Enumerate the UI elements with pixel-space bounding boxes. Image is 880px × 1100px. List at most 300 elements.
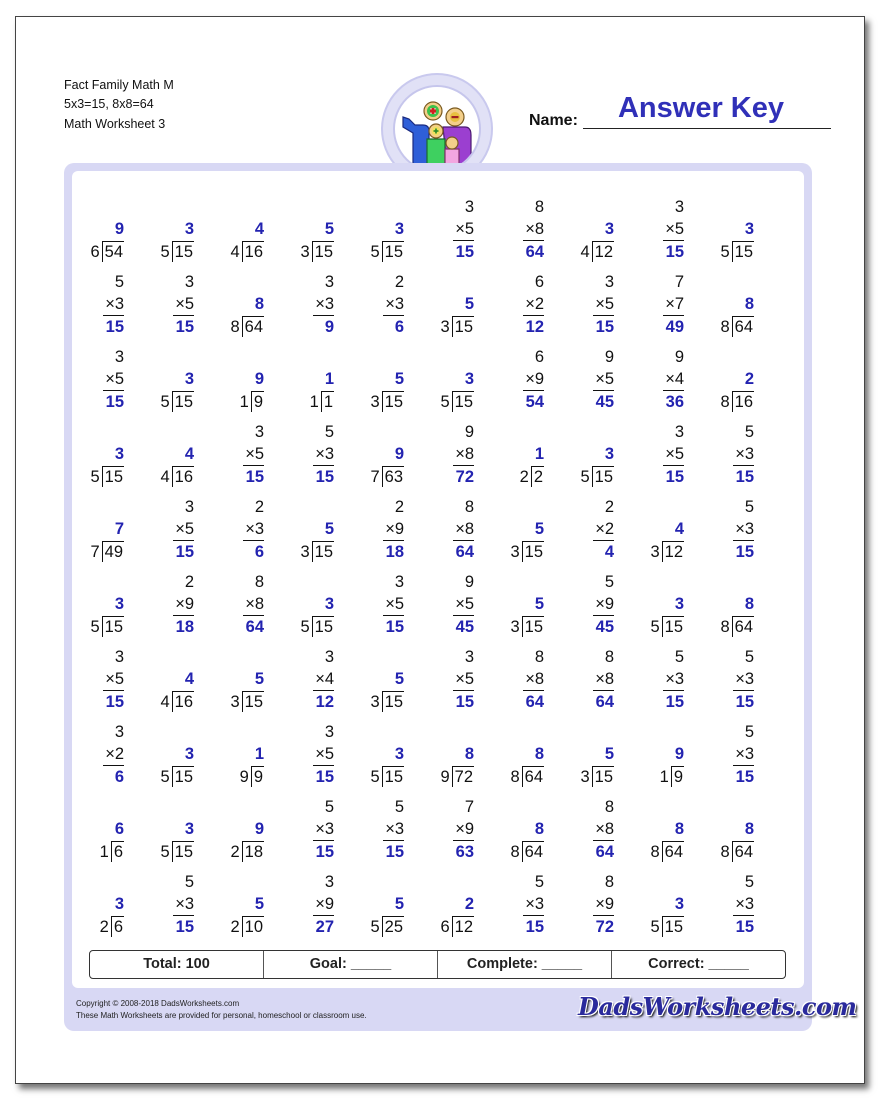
quotient-answer: 3 bbox=[394, 220, 404, 238]
product-answer: 15 bbox=[735, 693, 754, 711]
factor-bottom: ×9 bbox=[523, 368, 544, 391]
division-problem bbox=[80, 796, 130, 864]
usage-line: These Math Worksheets are provided for personal, homeschool or classroom use. bbox=[76, 1011, 367, 1020]
product-answer: 15 bbox=[105, 393, 124, 411]
long-division bbox=[660, 766, 684, 788]
correct-cell: Correct: _____ bbox=[611, 951, 785, 978]
long-division bbox=[650, 841, 684, 863]
product-answer: 64 bbox=[245, 618, 264, 636]
division-problem bbox=[570, 421, 620, 489]
factor-bottom: ×5 bbox=[103, 368, 124, 391]
product-answer: 18 bbox=[175, 618, 194, 636]
factor-bottom: ×9 bbox=[593, 893, 614, 916]
factor-top: 8 bbox=[464, 498, 474, 516]
multiplication-problem bbox=[570, 346, 620, 414]
long-division bbox=[580, 466, 614, 488]
dividend: 16 bbox=[242, 241, 264, 262]
division-problem bbox=[360, 871, 410, 939]
quotient-answer: 8 bbox=[674, 820, 684, 838]
product-answer: 45 bbox=[455, 618, 474, 636]
division-problem bbox=[640, 796, 690, 864]
factor-top: 5 bbox=[744, 873, 754, 891]
family-icon bbox=[393, 85, 481, 173]
multiplication-problem bbox=[290, 796, 340, 864]
quotient-answer: 6 bbox=[114, 820, 124, 838]
brand-logo: DadsWorksheets.com bbox=[578, 992, 857, 1021]
division-problem bbox=[150, 721, 200, 789]
divisor: 3 bbox=[510, 618, 520, 636]
dividend: 15 bbox=[592, 466, 614, 487]
factor-bottom: ×5 bbox=[593, 368, 614, 391]
divisor: 3 bbox=[650, 543, 660, 561]
division-problem bbox=[570, 721, 620, 789]
divisor: 5 bbox=[90, 618, 100, 636]
divisor: 8 bbox=[720, 393, 730, 411]
multiplication-problem bbox=[80, 271, 130, 339]
divisor: 4 bbox=[580, 243, 590, 261]
multiplication-problem bbox=[570, 646, 620, 714]
dividend: 15 bbox=[662, 916, 684, 937]
quotient-answer: 8 bbox=[534, 820, 544, 838]
dividend: 15 bbox=[382, 241, 404, 262]
division-problem bbox=[430, 346, 480, 414]
long-division bbox=[510, 541, 544, 563]
multiplication-problem bbox=[430, 646, 480, 714]
factor-bottom: ×5 bbox=[593, 293, 614, 316]
factor-top: 2 bbox=[254, 498, 264, 516]
multiplication-problem bbox=[80, 721, 130, 789]
divisor: 5 bbox=[370, 768, 380, 786]
product-answer: 36 bbox=[665, 393, 684, 411]
factor-top: 5 bbox=[184, 873, 194, 891]
quotient-answer: 8 bbox=[744, 595, 754, 613]
factor-bottom: ×8 bbox=[243, 593, 264, 616]
long-division bbox=[90, 541, 124, 563]
multiplication-problem bbox=[430, 496, 480, 564]
division-problem bbox=[150, 646, 200, 714]
factor-top: 8 bbox=[534, 648, 544, 666]
long-division bbox=[230, 916, 264, 938]
divisor: 5 bbox=[300, 618, 310, 636]
dividend: 49 bbox=[102, 541, 124, 562]
divisor: 5 bbox=[160, 843, 170, 861]
long-division bbox=[720, 316, 754, 338]
long-division bbox=[520, 466, 544, 488]
multiplication-problem bbox=[360, 271, 410, 339]
multiplication-problem bbox=[500, 346, 550, 414]
divisor: 4 bbox=[160, 468, 170, 486]
dividend: 9 bbox=[251, 766, 264, 787]
product-answer: 15 bbox=[665, 243, 684, 261]
product-answer: 64 bbox=[595, 843, 614, 861]
division-problem bbox=[220, 346, 270, 414]
factor-bottom: ×4 bbox=[313, 668, 334, 691]
factor-top: 8 bbox=[604, 798, 614, 816]
dividend: 15 bbox=[452, 391, 474, 412]
multiplication-problem bbox=[80, 346, 130, 414]
multiplication-problem bbox=[150, 271, 200, 339]
long-division bbox=[580, 766, 614, 788]
product-answer: 15 bbox=[175, 543, 194, 561]
complete-cell: Complete: _____ bbox=[437, 951, 611, 978]
factor-top: 3 bbox=[324, 648, 334, 666]
worksheet-number: Math Worksheet 3 bbox=[64, 117, 166, 131]
divisor: 5 bbox=[370, 918, 380, 936]
dividend: 15 bbox=[452, 316, 474, 337]
quotient-answer: 3 bbox=[674, 595, 684, 613]
quotient-answer: 3 bbox=[744, 220, 754, 238]
divisor: 3 bbox=[370, 693, 380, 711]
multiplication-problem bbox=[710, 496, 760, 564]
quotient-answer: 3 bbox=[184, 820, 194, 838]
divisor: 4 bbox=[160, 693, 170, 711]
divisor: 1 bbox=[309, 393, 319, 411]
long-division bbox=[650, 616, 684, 638]
division-problem bbox=[150, 196, 200, 264]
dividend: 15 bbox=[382, 691, 404, 712]
dividend: 15 bbox=[522, 616, 544, 637]
multiplication-problem bbox=[640, 346, 690, 414]
long-division bbox=[230, 241, 264, 263]
multiplication-problem bbox=[640, 421, 690, 489]
division-problem bbox=[220, 196, 270, 264]
product-answer: 6 bbox=[394, 318, 404, 336]
quotient-answer: 3 bbox=[184, 745, 194, 763]
divisor: 5 bbox=[720, 243, 730, 261]
quotient-answer: 5 bbox=[604, 745, 614, 763]
divisor: 8 bbox=[720, 843, 730, 861]
division-problem bbox=[640, 496, 690, 564]
factor-top: 8 bbox=[604, 873, 614, 891]
long-division bbox=[160, 766, 194, 788]
division-problem bbox=[220, 796, 270, 864]
factor-bottom: ×8 bbox=[453, 443, 474, 466]
division-problem bbox=[500, 421, 550, 489]
product-answer: 15 bbox=[385, 618, 404, 636]
quotient-answer: 9 bbox=[114, 220, 124, 238]
factor-bottom: ×3 bbox=[733, 893, 754, 916]
long-division bbox=[300, 241, 334, 263]
dividend: 12 bbox=[452, 916, 474, 937]
multiplication-problem bbox=[220, 496, 270, 564]
factor-top: 5 bbox=[114, 273, 124, 291]
product-answer: 15 bbox=[105, 693, 124, 711]
product-answer: 15 bbox=[735, 768, 754, 786]
multiplication-problem bbox=[640, 196, 690, 264]
dividend: 9 bbox=[671, 766, 684, 787]
division-problem bbox=[150, 421, 200, 489]
factor-top: 5 bbox=[324, 423, 334, 441]
multiplication-problem bbox=[570, 271, 620, 339]
factor-top: 5 bbox=[604, 573, 614, 591]
quotient-answer: 4 bbox=[184, 445, 194, 463]
quotient-answer: 7 bbox=[114, 520, 124, 538]
long-division bbox=[100, 916, 124, 938]
product-answer: 15 bbox=[385, 843, 404, 861]
quotient-answer: 3 bbox=[604, 445, 614, 463]
multiplication-problem bbox=[150, 871, 200, 939]
factor-bottom: ×3 bbox=[663, 668, 684, 691]
divisor: 3 bbox=[300, 543, 310, 561]
product-answer: 15 bbox=[175, 318, 194, 336]
divisor: 5 bbox=[650, 618, 660, 636]
division-problem bbox=[640, 871, 690, 939]
dividend: 15 bbox=[732, 241, 754, 262]
quotient-answer: 3 bbox=[114, 895, 124, 913]
division-problem bbox=[710, 571, 760, 639]
factor-top: 9 bbox=[674, 348, 684, 366]
quotient-answer: 3 bbox=[184, 370, 194, 388]
dividend: 15 bbox=[172, 241, 194, 262]
product-answer: 15 bbox=[315, 843, 334, 861]
factor-bottom: ×3 bbox=[313, 443, 334, 466]
factor-top: 5 bbox=[744, 498, 754, 516]
long-division bbox=[310, 391, 334, 413]
multiplication-problem bbox=[710, 421, 760, 489]
dividend: 2 bbox=[531, 466, 544, 487]
product-answer: 6 bbox=[254, 543, 264, 561]
factor-top: 9 bbox=[464, 573, 474, 591]
divisor: 3 bbox=[370, 393, 380, 411]
factor-top: 3 bbox=[324, 273, 334, 291]
factor-bottom: ×3 bbox=[383, 293, 404, 316]
long-division bbox=[160, 466, 194, 488]
answer-key-title: Answer Key bbox=[617, 92, 784, 124]
division-problem bbox=[500, 796, 550, 864]
divisor: 8 bbox=[510, 843, 520, 861]
quotient-answer: 2 bbox=[744, 370, 754, 388]
multiplication-problem bbox=[290, 646, 340, 714]
product-answer: 15 bbox=[735, 543, 754, 561]
factor-bottom: ×7 bbox=[663, 293, 684, 316]
divisor: 8 bbox=[720, 318, 730, 336]
factor-bottom: ×5 bbox=[313, 743, 334, 766]
factor-bottom: ×5 bbox=[663, 218, 684, 241]
multiplication-problem bbox=[360, 571, 410, 639]
divisor: 7 bbox=[90, 543, 100, 561]
division-problem bbox=[360, 421, 410, 489]
division-problem bbox=[360, 646, 410, 714]
product-answer: 49 bbox=[665, 318, 684, 336]
division-problem bbox=[570, 196, 620, 264]
factor-bottom: ×3 bbox=[313, 818, 334, 841]
divisor: 5 bbox=[90, 468, 100, 486]
multiplication-problem bbox=[220, 571, 270, 639]
quotient-answer: 3 bbox=[394, 745, 404, 763]
divisor: 7 bbox=[370, 468, 380, 486]
dividend: 15 bbox=[172, 841, 194, 862]
long-division bbox=[510, 766, 544, 788]
dividend: 15 bbox=[172, 391, 194, 412]
factor-top: 2 bbox=[184, 573, 194, 591]
division-problem bbox=[220, 871, 270, 939]
product-answer: 72 bbox=[455, 468, 474, 486]
quotient-answer: 8 bbox=[534, 745, 544, 763]
factor-top: 2 bbox=[604, 498, 614, 516]
factor-bottom: ×2 bbox=[103, 743, 124, 766]
multiplication-problem bbox=[360, 796, 410, 864]
multiplication-problem bbox=[430, 796, 480, 864]
dividend: 64 bbox=[522, 766, 544, 787]
dividend: 15 bbox=[522, 541, 544, 562]
factor-bottom: ×9 bbox=[593, 593, 614, 616]
factor-bottom: ×2 bbox=[593, 518, 614, 541]
multiplication-problem bbox=[220, 421, 270, 489]
factor-bottom: ×8 bbox=[593, 668, 614, 691]
division-problem bbox=[500, 721, 550, 789]
division-problem bbox=[290, 571, 340, 639]
division-problem bbox=[430, 721, 480, 789]
factor-bottom: ×5 bbox=[173, 293, 194, 316]
long-division bbox=[440, 766, 474, 788]
long-division bbox=[240, 766, 264, 788]
divisor: 2 bbox=[519, 468, 529, 486]
long-division bbox=[510, 841, 544, 863]
quotient-answer: 8 bbox=[744, 295, 754, 313]
quotient-answer: 8 bbox=[464, 745, 474, 763]
multiplication-problem bbox=[150, 496, 200, 564]
product-answer: 15 bbox=[525, 918, 544, 936]
quotient-answer: 5 bbox=[254, 670, 264, 688]
factor-top: 3 bbox=[184, 273, 194, 291]
divisor: 5 bbox=[160, 393, 170, 411]
factor-bottom: ×8 bbox=[593, 818, 614, 841]
long-division bbox=[90, 616, 124, 638]
divisor: 8 bbox=[650, 843, 660, 861]
factor-top: 3 bbox=[674, 198, 684, 216]
factor-top: 5 bbox=[534, 873, 544, 891]
divisor: 4 bbox=[230, 243, 240, 261]
quotient-answer: 5 bbox=[394, 895, 404, 913]
factor-top: 3 bbox=[254, 423, 264, 441]
product-answer: 12 bbox=[525, 318, 544, 336]
factor-top: 6 bbox=[534, 273, 544, 291]
product-answer: 15 bbox=[735, 918, 754, 936]
divisor: 2 bbox=[230, 918, 240, 936]
multiplication-problem bbox=[570, 496, 620, 564]
long-division bbox=[230, 316, 264, 338]
long-division bbox=[370, 241, 404, 263]
product-answer: 15 bbox=[665, 693, 684, 711]
division-problem bbox=[150, 346, 200, 414]
factor-top: 5 bbox=[744, 423, 754, 441]
dividend: 18 bbox=[242, 841, 264, 862]
multiplication-problem bbox=[150, 571, 200, 639]
divisor: 1 bbox=[659, 768, 669, 786]
multiplication-problem bbox=[290, 271, 340, 339]
factor-top: 5 bbox=[674, 648, 684, 666]
product-answer: 15 bbox=[595, 318, 614, 336]
dividend: 63 bbox=[382, 466, 404, 487]
long-division bbox=[370, 766, 404, 788]
factor-top: 7 bbox=[464, 798, 474, 816]
factor-bottom: ×3 bbox=[103, 293, 124, 316]
long-division bbox=[230, 841, 264, 863]
worksheet-subtitle: 5x3=15, 8x8=64 bbox=[64, 97, 154, 111]
multiplication-problem bbox=[640, 271, 690, 339]
quotient-answer: 3 bbox=[114, 445, 124, 463]
dividend: 6 bbox=[111, 841, 124, 862]
division-problem bbox=[290, 196, 340, 264]
factor-top: 3 bbox=[674, 423, 684, 441]
factor-top: 5 bbox=[324, 798, 334, 816]
dividend: 15 bbox=[312, 541, 334, 562]
factor-bottom: ×5 bbox=[243, 443, 264, 466]
copyright-line: Copyright © 2008-2018 DadsWorksheets.com bbox=[76, 999, 240, 1008]
dividend: 15 bbox=[312, 616, 334, 637]
product-answer: 6 bbox=[114, 768, 124, 786]
divisor: 6 bbox=[90, 243, 100, 261]
factor-top: 5 bbox=[744, 648, 754, 666]
quotient-answer: 5 bbox=[534, 520, 544, 538]
dividend: 15 bbox=[242, 691, 264, 712]
dividend: 15 bbox=[592, 766, 614, 787]
quotient-answer: 8 bbox=[254, 295, 264, 313]
divisor: 5 bbox=[160, 243, 170, 261]
long-division bbox=[300, 616, 334, 638]
long-division bbox=[90, 241, 124, 263]
long-division bbox=[720, 241, 754, 263]
divisor: 8 bbox=[720, 618, 730, 636]
quotient-answer: 5 bbox=[394, 670, 404, 688]
divisor: 9 bbox=[239, 768, 249, 786]
factor-bottom: ×3 bbox=[523, 893, 544, 916]
divisor: 3 bbox=[440, 318, 450, 336]
quotient-answer: 3 bbox=[324, 595, 334, 613]
dividend: 64 bbox=[522, 841, 544, 862]
division-problem bbox=[360, 196, 410, 264]
factor-bottom: ×8 bbox=[523, 218, 544, 241]
copyright-notice bbox=[76, 998, 367, 1022]
factor-bottom: ×3 bbox=[173, 893, 194, 916]
division-problem bbox=[80, 496, 130, 564]
division-problem bbox=[220, 646, 270, 714]
factor-top: 2 bbox=[394, 273, 404, 291]
long-division bbox=[300, 541, 334, 563]
long-division bbox=[370, 391, 404, 413]
factor-bottom: ×5 bbox=[663, 443, 684, 466]
product-answer: 45 bbox=[595, 393, 614, 411]
dividend: 72 bbox=[452, 766, 474, 787]
quotient-answer: 3 bbox=[464, 370, 474, 388]
factor-bottom: ×5 bbox=[453, 218, 474, 241]
name-underline bbox=[583, 128, 831, 129]
dividend: 12 bbox=[662, 541, 684, 562]
factor-top: 3 bbox=[464, 198, 474, 216]
factor-top: 3 bbox=[324, 873, 334, 891]
product-answer: 64 bbox=[525, 693, 544, 711]
multiplication-problem bbox=[570, 571, 620, 639]
quotient-answer: 4 bbox=[674, 520, 684, 538]
factor-top: 3 bbox=[114, 723, 124, 741]
product-answer: 54 bbox=[525, 393, 544, 411]
factor-bottom: ×9 bbox=[173, 593, 194, 616]
divisor: 5 bbox=[160, 768, 170, 786]
dividend: 25 bbox=[382, 916, 404, 937]
quotient-answer: 9 bbox=[254, 820, 264, 838]
dividend: 15 bbox=[102, 616, 124, 637]
multiplication-problem bbox=[500, 646, 550, 714]
factor-top: 8 bbox=[604, 648, 614, 666]
long-division bbox=[90, 466, 124, 488]
quotient-answer: 9 bbox=[394, 445, 404, 463]
long-division bbox=[100, 841, 124, 863]
product-answer: 63 bbox=[455, 843, 474, 861]
factor-bottom: ×5 bbox=[173, 518, 194, 541]
factor-bottom: ×9 bbox=[453, 818, 474, 841]
factor-bottom: ×9 bbox=[383, 518, 404, 541]
division-problem bbox=[150, 796, 200, 864]
